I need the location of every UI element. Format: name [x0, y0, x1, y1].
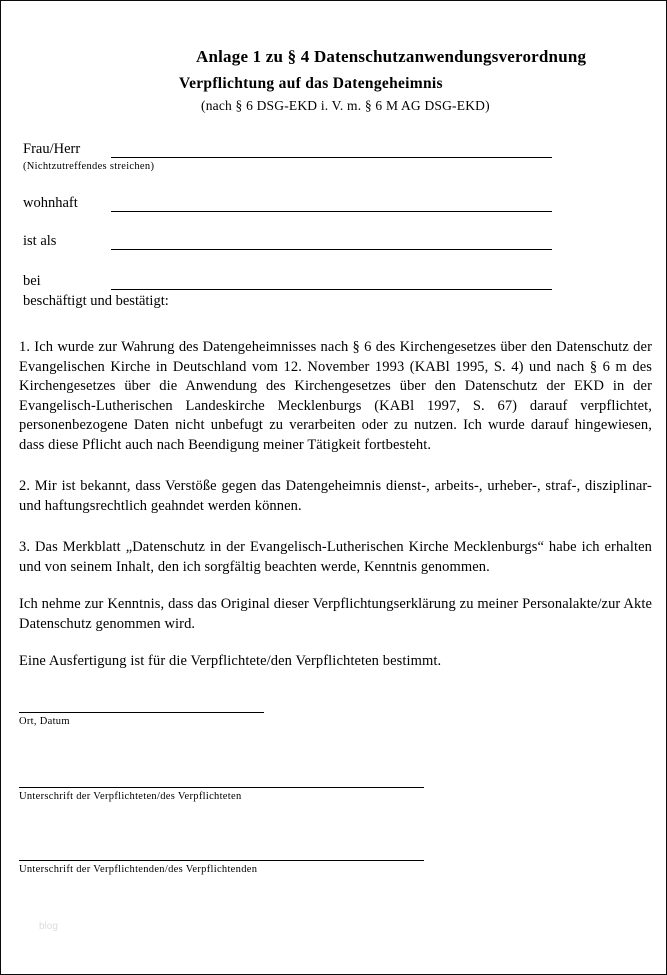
- field-note-strike-out: (Nichtzutreffendes streichen): [23, 161, 155, 172]
- field-row-residence: [15, 194, 652, 212]
- signature-label-obligating: Unterschrift der Verpflichtenden/des Verpflichtenden: [19, 863, 258, 875]
- watermark-text: blog: [39, 921, 58, 932]
- paragraph-1: 1. Ich wurde zur Wahrung des Datengeheimnisses nach § 6 des Kirchengesetzes über den Datenschutz der Evangelischen Kirche in Deutschland vom 12. November 1993 (KABl 1995, S. 4) und nach § 6 m des Kirchengesetzes über die Anwendung des Kirchengesetzes über den Datenschutz der EKD in der Evangelisch-Lutherischen Landeskirche Mecklenburgs (KABl 1997, S. 67) darauf verpflichtet, personenbezogene Daten nicht unbefugt zu verarbeiten oder zu nutzen. Ich wurde darauf hingewiesen, dass diese Pflicht auch nach Beendigung meiner Tätigkeit fortbesteht.: [19, 339, 652, 453]
- field-row-employer: [15, 272, 652, 290]
- fill-in-line-residence: [111, 195, 552, 212]
- document-title: Anlage 1 zu § 4 Datenschutzanwendungsverordnung: [196, 47, 587, 66]
- declaration-body: [15, 338, 652, 672]
- document-subtitle: Verpflichtung auf das Datengeheimnis: [179, 75, 443, 92]
- fill-in-line-employer: [111, 273, 552, 290]
- signature-block-obligating: [19, 860, 652, 875]
- signature-label-obligated: Unterschrift der Verpflichteten/des Verpflichteten: [19, 790, 242, 802]
- paragraph-3: 3. Das Merkblatt „Datenschutz in der Evangelisch-Lutherischen Kirche Mecklenburgs“ habe ich erhalten und von seinem Inhalt, den ich sorgfältig beachten werde, Kenntnis genommen.: [19, 539, 652, 575]
- field-label-name: Frau/Herr: [23, 141, 81, 157]
- signature-block-place-date: [19, 712, 652, 727]
- signature-block-obligated: [19, 787, 652, 802]
- signature-line-place-date: [19, 712, 264, 713]
- field-label-role: ist als: [23, 233, 57, 249]
- document-legal-reference: (nach § 6 DSG-EKD i. V. m. § 6 M AG DSG-EKD): [201, 98, 490, 113]
- signature-section: [19, 712, 652, 875]
- field-row-name: [15, 140, 652, 158]
- field-label-residence: wohnhaft: [23, 195, 78, 211]
- field-row-role: [15, 232, 652, 250]
- paragraph-4: Ich nehme zur Kenntnis, dass das Original dieser Verpflichtungserklärung zu meiner Personalakte/zur Akte Datenschutz genommen wird.: [19, 596, 652, 632]
- paragraph-2: 2. Mir ist bekannt, dass Verstöße gegen das Datengeheimnis dienst-, arbeits-, urheber-, straf-, disziplinar- und haftungsrechtlich geahndet werden können.: [19, 478, 652, 514]
- field-label-employer: bei: [23, 273, 41, 289]
- signature-line-obligated: [19, 787, 424, 788]
- form-closing-statement: beschäftigt und bestätigt:: [23, 293, 169, 309]
- paragraph-5: Eine Ausfertigung ist für die Verpflichtete/den Verpflichteten bestimmt.: [19, 653, 442, 669]
- fill-in-line-role: [111, 233, 552, 250]
- signature-label-place-date: Ort, Datum: [19, 715, 70, 727]
- signature-line-obligating: [19, 860, 424, 861]
- form-fields-section: [15, 140, 652, 310]
- fill-in-line-name: [111, 141, 552, 158]
